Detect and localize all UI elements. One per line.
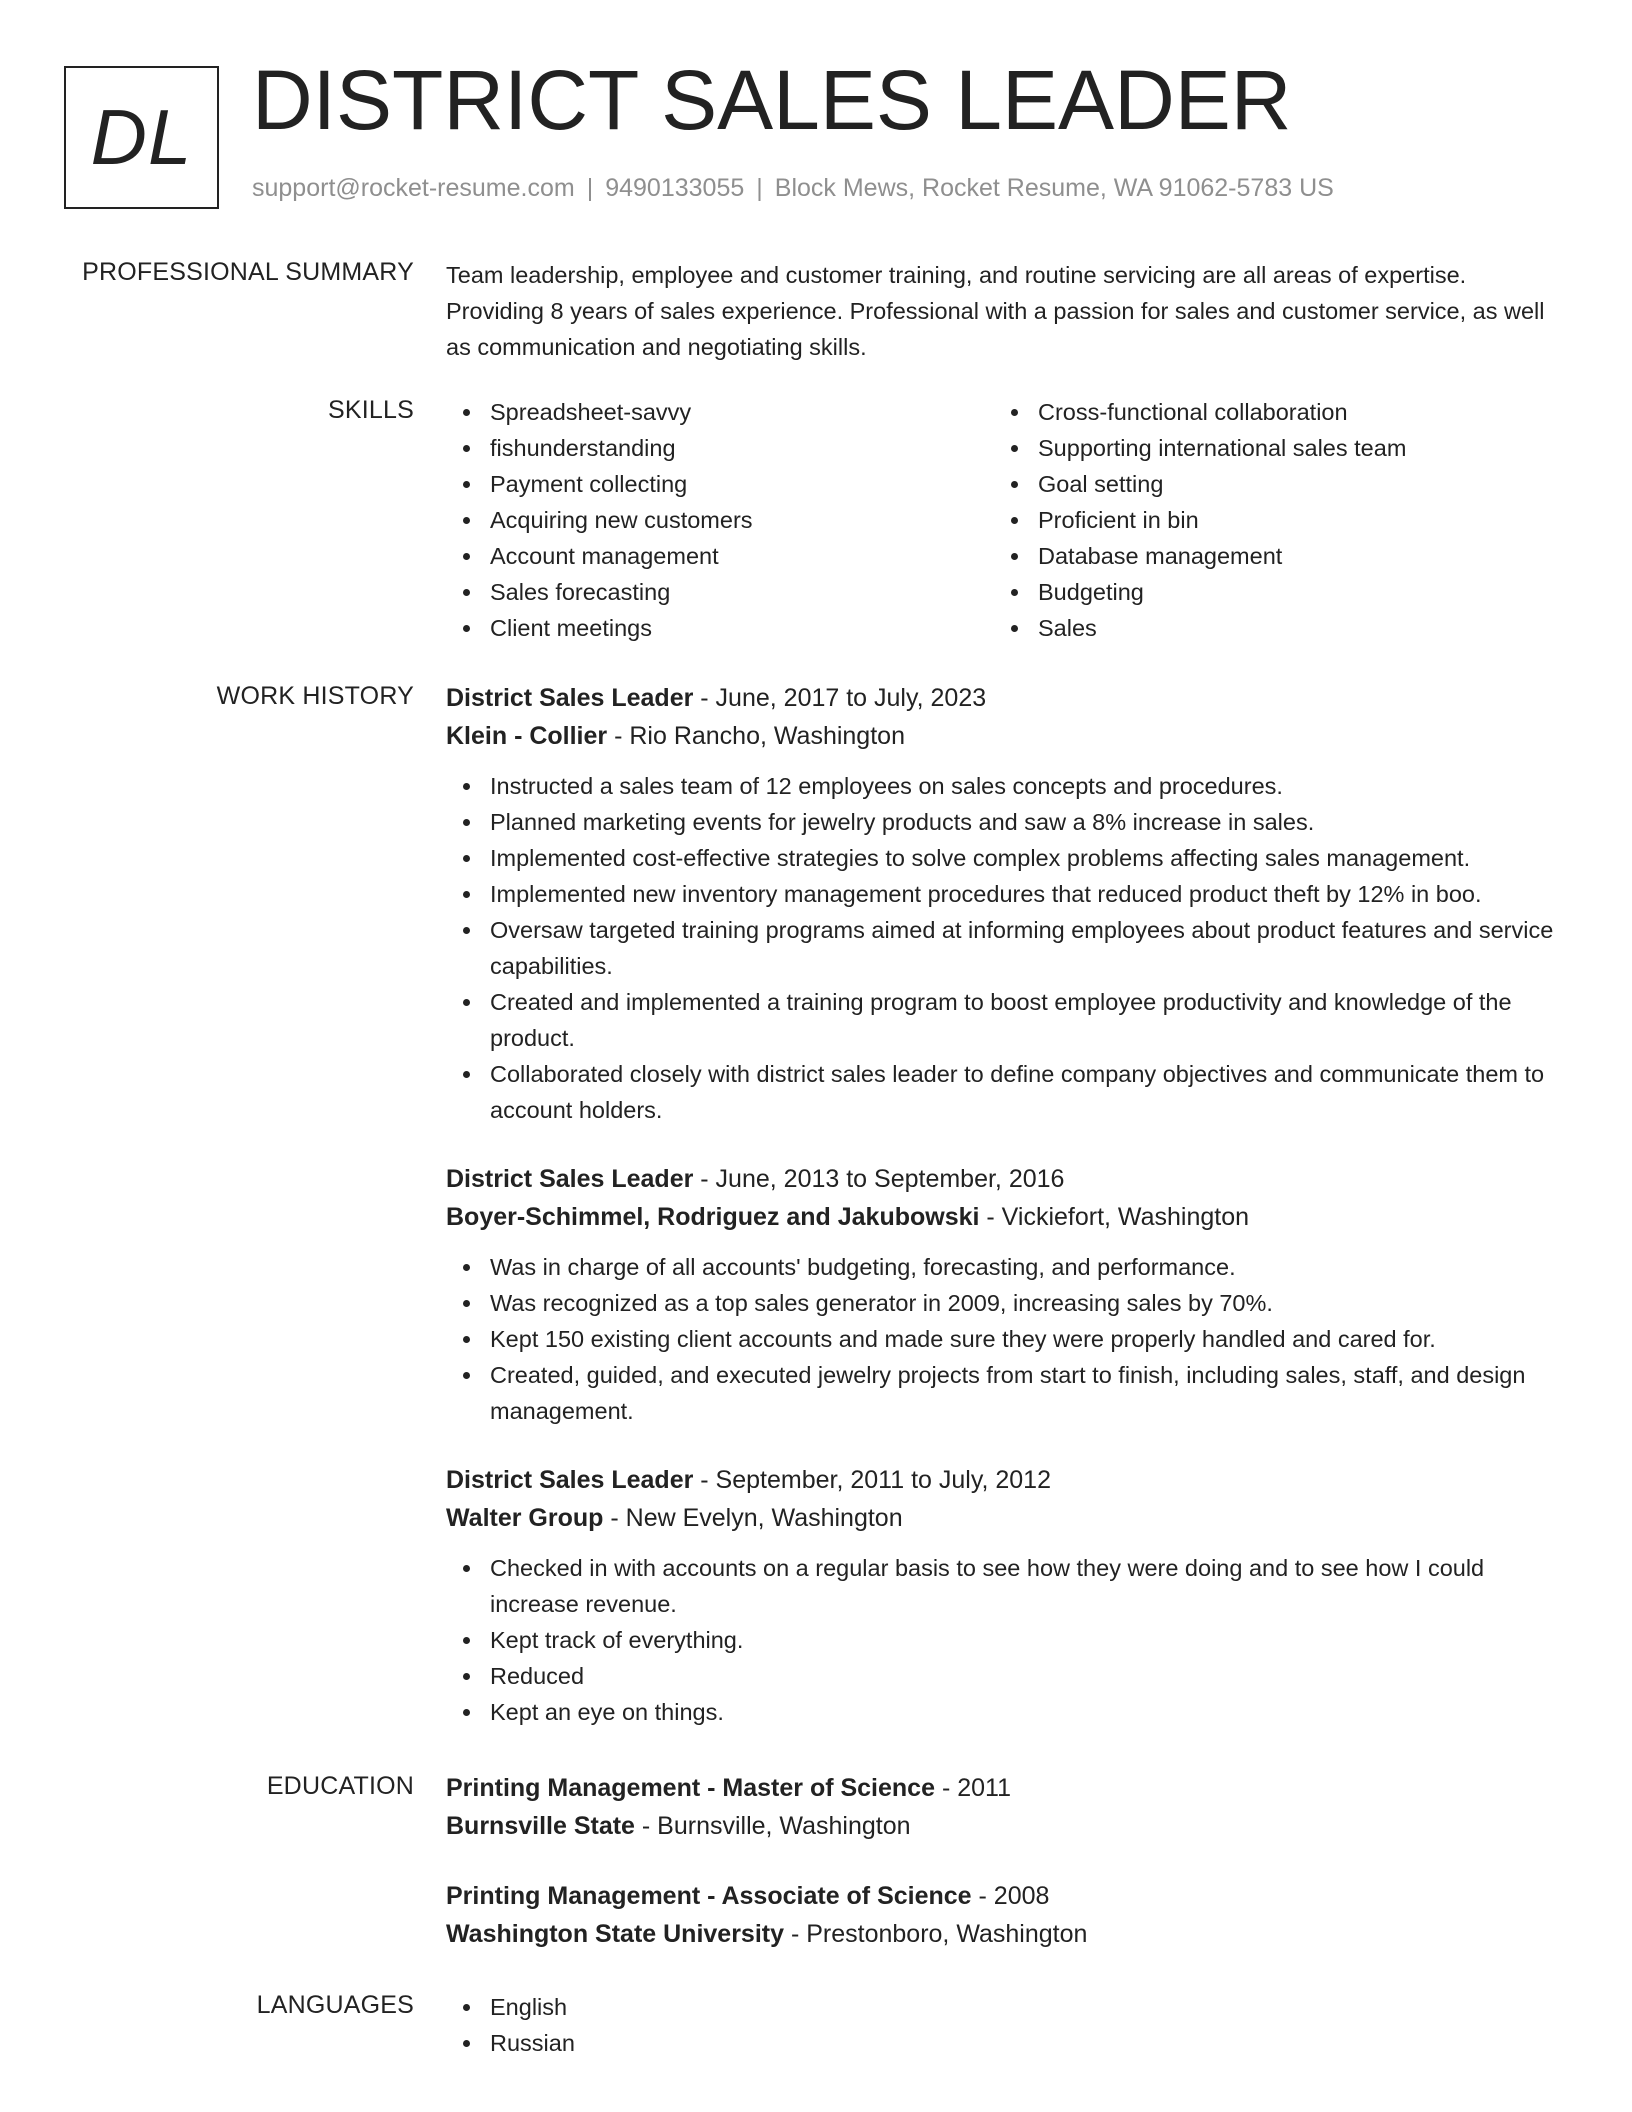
job-title: District Sales Leader bbox=[446, 1165, 694, 1193]
skill-item: Payment collecting bbox=[446, 466, 994, 502]
contact-separator: | bbox=[756, 174, 763, 202]
skill-item: Sales forecasting bbox=[446, 574, 994, 610]
job-company: Boyer-Schimmel, Rodriguez and Jakubowski bbox=[446, 1203, 980, 1231]
school-location: - Prestonboro, Washington bbox=[784, 1920, 1088, 1948]
summary-text: Team leadership, employee and customer training, and routine servicing are all areas of expertise. Providing 8 years of sales experience. Professional with a passion for sales and customer service, as well as communication and negotiating skills. bbox=[446, 262, 1545, 360]
job-bullet: Checked in with accounts on a regular basis to see how they were doing and to see how I could increase revenue. bbox=[446, 1550, 1566, 1622]
contact-email: support@rocket-resume.com bbox=[252, 174, 575, 202]
job-entry bbox=[446, 1461, 1566, 1730]
job-bullet: Kept track of everything. bbox=[446, 1622, 1566, 1658]
job-bullet: Created and implemented a training program to boost employee productivity and knowledge of the product. bbox=[446, 984, 1566, 1056]
section-label-summary: PROFESSIONAL SUMMARY bbox=[82, 258, 414, 286]
job-bullet: Oversaw targeted training programs aimed at informing employees about product features and service capabilities. bbox=[446, 912, 1566, 984]
section-label-education: EDUCATION bbox=[266, 1772, 414, 1800]
contact-line bbox=[252, 174, 1334, 203]
job-bullet: Implemented cost-effective strategies to solve complex problems affecting sales management. bbox=[446, 840, 1566, 876]
contact-address: Block Mews, Rocket Resume, WA 91062-5783 US bbox=[774, 174, 1334, 202]
job-bullets bbox=[446, 1249, 1566, 1429]
skill-item: Proficient in bin bbox=[994, 502, 1542, 538]
languages-bullets bbox=[446, 1989, 1566, 2061]
skill-item: Spreadsheet-savvy bbox=[446, 394, 994, 430]
language-item: English bbox=[446, 1989, 1566, 2025]
resume-title: DISTRICT SALES LEADER bbox=[252, 53, 1292, 147]
education-entry bbox=[446, 1769, 1566, 1845]
skill-item: Cross-functional collaboration bbox=[994, 394, 1542, 430]
skill-item: Client meetings bbox=[446, 610, 994, 646]
monogram-text: DL bbox=[90, 93, 193, 181]
skills-column-left bbox=[446, 394, 994, 646]
degree: Printing Management - Master of Science bbox=[446, 1774, 935, 1802]
skills-list bbox=[446, 394, 1566, 646]
languages-list bbox=[446, 1989, 1566, 2061]
skill-item: Goal setting bbox=[994, 466, 1542, 502]
job-bullet: Collaborated closely with district sales leader to define company objectives and communicate them to account holders. bbox=[446, 1056, 1566, 1128]
job-dates: - June, 2013 to September, 2016 bbox=[693, 1165, 1065, 1193]
job-location: - Vickiefort, Washington bbox=[979, 1203, 1250, 1231]
job-bullet: Created, guided, and executed jewelry projects from start to finish, including sales, staff, and design management. bbox=[446, 1357, 1566, 1429]
job-dates: - June, 2017 to July, 2023 bbox=[693, 684, 987, 712]
skill-item: Sales bbox=[994, 610, 1542, 646]
job-company-line bbox=[446, 1198, 1566, 1236]
job-bullets bbox=[446, 768, 1566, 1128]
skill-item: Budgeting bbox=[994, 574, 1542, 610]
school-line bbox=[446, 1807, 1566, 1845]
skills-column-right bbox=[994, 394, 1542, 646]
job-title-line bbox=[446, 679, 1566, 717]
job-location: - Rio Rancho, Washington bbox=[607, 722, 905, 750]
job-title-line bbox=[446, 1461, 1566, 1499]
skill-item: Account management bbox=[446, 538, 994, 574]
monogram-logo bbox=[64, 66, 219, 209]
job-title-line bbox=[446, 1160, 1566, 1198]
job-title: District Sales Leader bbox=[446, 1466, 694, 1494]
job-bullet: Planned marketing events for jewelry products and saw a 8% increase in sales. bbox=[446, 804, 1566, 840]
section-label-skills: SKILLS bbox=[328, 396, 414, 424]
work-history-list bbox=[446, 679, 1566, 1762]
degree-year: - 2008 bbox=[971, 1882, 1050, 1910]
skill-item: fishunderstanding bbox=[446, 430, 994, 466]
job-company: Klein - Collier bbox=[446, 722, 608, 750]
job-title: District Sales Leader bbox=[446, 684, 694, 712]
job-company-line bbox=[446, 717, 1566, 755]
job-bullet: Was in charge of all accounts' budgeting, forecasting, and performance. bbox=[446, 1249, 1566, 1285]
job-entry bbox=[446, 1160, 1566, 1429]
job-bullet: Reduced bbox=[446, 1658, 1566, 1694]
job-dates: - September, 2011 to July, 2012 bbox=[693, 1466, 1051, 1494]
education-list bbox=[446, 1769, 1566, 1985]
contact-phone: 9490133055 bbox=[605, 174, 745, 202]
job-bullet: Instructed a sales team of 12 employees on sales concepts and procedures. bbox=[446, 768, 1566, 804]
contact-separator: | bbox=[586, 174, 594, 202]
school-line bbox=[446, 1915, 1566, 1953]
education-entry bbox=[446, 1877, 1566, 1953]
job-company: Walter Group bbox=[446, 1504, 604, 1532]
degree-line bbox=[446, 1769, 1566, 1807]
job-entry bbox=[446, 679, 1566, 1128]
job-bullet: Kept an eye on things. bbox=[446, 1694, 1566, 1730]
skill-item: Database management bbox=[994, 538, 1542, 574]
degree-year: - 2011 bbox=[935, 1774, 1011, 1802]
school-location: - Burnsville, Washington bbox=[634, 1812, 911, 1840]
job-company-line bbox=[446, 1499, 1566, 1537]
job-location: - New Evelyn, Washington bbox=[603, 1504, 903, 1532]
section-label-work-history: WORK HISTORY bbox=[216, 682, 414, 710]
school: Washington State University bbox=[446, 1920, 785, 1948]
degree-line bbox=[446, 1877, 1566, 1915]
job-bullets bbox=[446, 1550, 1566, 1730]
school: Burnsville State bbox=[446, 1812, 635, 1840]
degree: Printing Management - Associate of Science bbox=[446, 1882, 972, 1910]
job-bullet: Kept 150 existing client accounts and made sure they were properly handled and cared for. bbox=[446, 1321, 1566, 1357]
section-label-languages: LANGUAGES bbox=[256, 1991, 414, 2019]
skill-item: Acquiring new customers bbox=[446, 502, 994, 538]
skill-item: Supporting international sales team bbox=[994, 430, 1542, 466]
job-bullet: Implemented new inventory management procedures that reduced product theft by 12% in boo. bbox=[446, 876, 1566, 912]
job-bullet: Was recognized as a top sales generator in 2009, increasing sales by 70%. bbox=[446, 1285, 1566, 1321]
language-item: Russian bbox=[446, 2025, 1566, 2061]
